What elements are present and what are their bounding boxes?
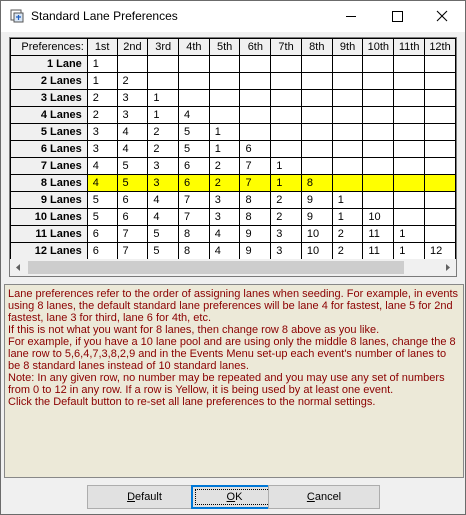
cancel-mnemonic: C [306,491,315,503]
lane-cell[interactable] [363,158,394,175]
lane-cell[interactable]: 1 [271,158,302,175]
lane-cell[interactable]: 1 [332,209,363,226]
lane-cell[interactable]: 4 [209,243,240,260]
lane-cell[interactable] [271,90,302,107]
lane-cell[interactable]: 3 [87,124,117,141]
table-row[interactable] [11,124,456,141]
window-title: Standard Lane Preferences [31,9,178,23]
default-button[interactable] [87,485,202,509]
title-bar[interactable] [1,1,465,32]
lane-cell[interactable]: 1 [87,73,117,90]
lane-cell[interactable]: 1 [148,90,179,107]
lane-cell[interactable] [425,226,456,243]
lane-preferences-grid[interactable] [9,37,457,277]
table-row[interactable] [11,192,456,209]
lane-cell[interactable]: 6 [87,226,117,243]
lane-cell[interactable] [332,124,363,141]
lane-cell[interactable] [240,73,271,90]
lane-cell[interactable]: 3 [209,209,240,226]
lane-cell[interactable] [425,56,456,73]
lane-cell[interactable]: 9 [240,226,271,243]
row-header: 5 Lanes [11,124,88,141]
table-row[interactable] [11,209,456,226]
corner-header: Preferences: [11,39,88,56]
scrollbar-thumb[interactable] [28,261,404,274]
default-button-label: efault [135,491,162,503]
close-icon[interactable] [419,1,465,32]
row-header: 9 Lanes [11,192,88,209]
lane-cell[interactable]: 8 [301,175,332,192]
lane-cell[interactable] [363,90,394,107]
info-line: Lane preferences refer to the order of assigning lanes when seeding. For example, in events using 8 lanes, the default standard lane preferences will be lane 4 for fastest, lane 5 for 2nd fastest, lane 3 for third, lane 6 for 4th, etc. [8,288,459,324]
lane-cell[interactable]: 2 [209,158,240,175]
lane-cell[interactable]: 8 [240,192,271,209]
ok-button[interactable] [191,485,278,509]
lane-cell[interactable]: 4 [179,107,210,124]
lane-cell[interactable]: 2 [148,124,179,141]
lane-cell[interactable] [425,209,456,226]
lane-cell[interactable]: 8 [179,243,210,260]
lane-cell[interactable] [332,175,363,192]
grid-header-row [11,39,456,56]
lane-cell[interactable] [363,175,394,192]
lane-cell[interactable] [425,158,456,175]
lane-cell[interactable]: 8 [240,209,271,226]
table-row[interactable] [11,158,456,175]
lane-cell[interactable]: 1 [209,141,240,158]
column-header: 8th [301,39,332,56]
lane-cell[interactable]: 2 [87,107,117,124]
lane-cell[interactable] [148,56,179,73]
lane-cell[interactable] [363,141,394,158]
table-row[interactable] [11,175,456,192]
scroll-right-arrow-icon[interactable] [439,259,456,276]
lane-cell[interactable]: 5 [179,124,210,141]
lane-cell[interactable] [179,56,210,73]
lane-cell[interactable]: 11 [363,243,394,260]
lane-cell[interactable] [332,141,363,158]
lane-cell[interactable] [301,158,332,175]
lane-cell[interactable]: 3 [209,192,240,209]
column-header: 2nd [117,39,148,56]
lane-cell[interactable] [394,73,425,90]
app-icon [10,9,24,23]
ok-mnemonic: O [226,491,236,503]
lane-cell[interactable]: 11 [363,226,394,243]
column-header: 3rd [148,39,179,56]
lane-cell[interactable] [209,90,240,107]
lane-cell[interactable]: 9 [301,192,332,209]
lane-cell[interactable]: 8 [179,226,210,243]
table-row[interactable] [11,56,456,73]
lane-cell[interactable] [363,56,394,73]
lane-cell[interactable] [332,107,363,124]
lane-cell[interactable]: 4 [87,175,117,192]
lane-cell[interactable] [271,56,302,73]
lane-cell[interactable] [301,90,332,107]
lane-cell[interactable]: 6 [117,209,148,226]
lane-cell[interactable] [425,73,456,90]
lane-cell[interactable]: 10 [363,209,394,226]
lane-cell[interactable]: 7 [179,209,210,226]
row-header: 11 Lanes [11,226,88,243]
lane-cell[interactable]: 5 [179,141,210,158]
lane-cell[interactable]: 6 [179,175,210,192]
lane-cell[interactable] [301,56,332,73]
lane-cell[interactable]: 6 [117,192,148,209]
row-header: 1 Lane [11,56,88,73]
lane-cell[interactable]: 5 [87,192,117,209]
lane-cell[interactable] [363,73,394,90]
table-row[interactable] [11,90,456,107]
lane-cell[interactable] [240,107,271,124]
lane-cell[interactable]: 6 [240,141,271,158]
lane-cell[interactable]: 3 [117,107,148,124]
lane-cell[interactable] [394,56,425,73]
row-header: 2 Lanes [11,73,88,90]
lane-cell[interactable]: 7 [240,175,271,192]
lane-cell[interactable] [425,90,456,107]
focus-rectangle [195,489,274,505]
scroll-left-arrow-icon[interactable] [10,259,27,276]
lane-cell[interactable] [425,124,456,141]
column-header: 5th [209,39,240,56]
instructions-panel [4,284,464,478]
lane-cell[interactable]: 1 [394,243,425,260]
lane-cell[interactable]: 4 [117,124,148,141]
lane-cell[interactable]: 12 [425,243,456,260]
lane-cell[interactable]: 2 [271,209,302,226]
lane-cell[interactable] [332,56,363,73]
lane-cell[interactable]: 2 [271,192,302,209]
lane-cell[interactable]: 5 [148,243,179,260]
lane-cell[interactable]: 2 [209,175,240,192]
row-header: 12 Lanes [11,243,88,260]
lane-cell[interactable]: 3 [117,90,148,107]
lane-cell[interactable]: 2 [87,90,117,107]
cancel-button[interactable] [268,485,380,509]
lane-cell[interactable] [271,124,302,141]
lane-cell[interactable]: 1 [148,107,179,124]
lane-cell[interactable]: 1 [394,226,425,243]
lane-cell[interactable] [209,73,240,90]
lane-cell[interactable] [425,175,456,192]
lane-cell[interactable] [271,141,302,158]
minimize-icon[interactable] [328,1,374,32]
lane-cell[interactable] [363,107,394,124]
ok-button-label: K [235,491,243,503]
lane-cell[interactable] [332,73,363,90]
lane-cell[interactable] [363,124,394,141]
table-row[interactable] [11,243,456,260]
lane-cell[interactable]: 7 [117,226,148,243]
default-mnemonic: D [127,491,136,503]
lane-cell[interactable] [209,107,240,124]
table-row[interactable] [11,107,456,124]
lane-cell[interactable]: 1 [332,192,363,209]
lane-cell[interactable]: 4 [148,192,179,209]
column-header: 9th [332,39,363,56]
lane-cell[interactable]: 5 [87,209,117,226]
lane-cell[interactable] [271,73,302,90]
maximize-icon[interactable] [374,1,420,32]
lane-cell[interactable] [117,56,148,73]
lane-cell[interactable]: 5 [117,175,148,192]
lane-cell[interactable] [394,141,425,158]
lane-cell[interactable]: 6 [179,158,210,175]
lane-cell[interactable]: 2 [332,226,363,243]
lane-cell[interactable]: 7 [117,243,148,260]
lane-cell[interactable]: 7 [179,192,210,209]
lane-cell[interactable] [394,124,425,141]
column-header: 4th [179,39,210,56]
row-header: 3 Lanes [11,90,88,107]
lane-cell[interactable] [363,192,394,209]
column-header: 1st [87,39,117,56]
lane-cell[interactable]: 7 [240,158,271,175]
lane-cell[interactable] [394,90,425,107]
column-header: 12th [425,39,456,56]
lane-cell[interactable] [301,141,332,158]
lane-cell[interactable]: 3 [148,175,179,192]
lane-cell[interactable] [425,141,456,158]
lane-cell[interactable]: 2 [332,243,363,260]
lane-cell[interactable]: 2 [117,73,148,90]
lane-cell[interactable] [240,124,271,141]
lane-cell[interactable]: 4 [87,158,117,175]
lane-cell[interactable] [394,209,425,226]
lane-cell[interactable]: 3 [271,226,302,243]
lane-cell[interactable]: 9 [301,209,332,226]
lane-cell[interactable]: 1 [209,124,240,141]
lane-cell[interactable] [179,90,210,107]
lane-cell[interactable] [301,73,332,90]
lane-cell[interactable] [271,107,302,124]
row-header: 6 Lanes [11,141,88,158]
lane-cell[interactable]: 2 [148,141,179,158]
row-header: 7 Lanes [11,158,88,175]
lane-cell[interactable] [179,73,210,90]
horizontal-scrollbar[interactable] [10,259,456,276]
table-row[interactable] [11,141,456,158]
table-row[interactable] [11,226,456,243]
info-line: Click the Default button to re-set all lane preferences to the normal settings. [8,396,376,408]
column-header: 10th [363,39,394,56]
lane-cell[interactable]: 1 [87,56,117,73]
lane-cell[interactable] [425,107,456,124]
lane-cell[interactable]: 4 [209,226,240,243]
lane-cell[interactable] [209,56,240,73]
lane-cell[interactable] [332,158,363,175]
info-line: For example, if you have a 10 lane pool and are using only the middle 8 lanes, change the 8 lane row to 5,6,4,7,3,8,2,9 and in the Events Menu set-up each event's number of lanes to be 8 standard lanes instead of 10 standard lanes. [8,336,456,372]
lane-cell[interactable]: 10 [301,243,332,260]
lane-cell[interactable]: 3 [148,158,179,175]
lane-cell[interactable]: 5 [148,226,179,243]
lane-cell[interactable]: 4 [148,209,179,226]
lane-cell[interactable] [240,90,271,107]
lane-cell[interactable]: 5 [117,158,148,175]
lane-cell[interactable]: 1 [271,175,302,192]
row-header: 10 Lanes [11,209,88,226]
lane-cell[interactable] [394,158,425,175]
row-header: 8 Lanes [11,175,88,192]
lane-cell[interactable]: 9 [240,243,271,260]
lane-cell[interactable]: 3 [271,243,302,260]
column-header: 7th [271,39,302,56]
lane-cell[interactable] [148,73,179,90]
lane-cell[interactable]: 3 [87,141,117,158]
lane-cell[interactable] [240,56,271,73]
lane-cell[interactable] [301,107,332,124]
lane-cell[interactable]: 10 [301,226,332,243]
table-row[interactable] [11,73,456,90]
info-line: Note: In any given row, no number may be repeated and you may use any set of numbers from 0 to 12 in any row. If a row is Yellow, it is being used by at least one event. [8,372,445,396]
lane-cell[interactable] [301,124,332,141]
column-header: 6th [240,39,271,56]
lane-cell[interactable] [394,107,425,124]
info-line: If this is not what you want for 8 lanes, then change row 8 above as you like. [8,324,380,336]
lane-cell[interactable] [394,175,425,192]
lane-cell[interactable] [394,192,425,209]
lane-cell[interactable]: 6 [87,243,117,260]
lane-cell[interactable] [332,90,363,107]
row-header: 4 Lanes [11,107,88,124]
column-header: 11th [394,39,425,56]
lane-cell[interactable]: 4 [117,141,148,158]
cancel-button-label: ancel [314,491,342,503]
lane-cell[interactable] [425,192,456,209]
